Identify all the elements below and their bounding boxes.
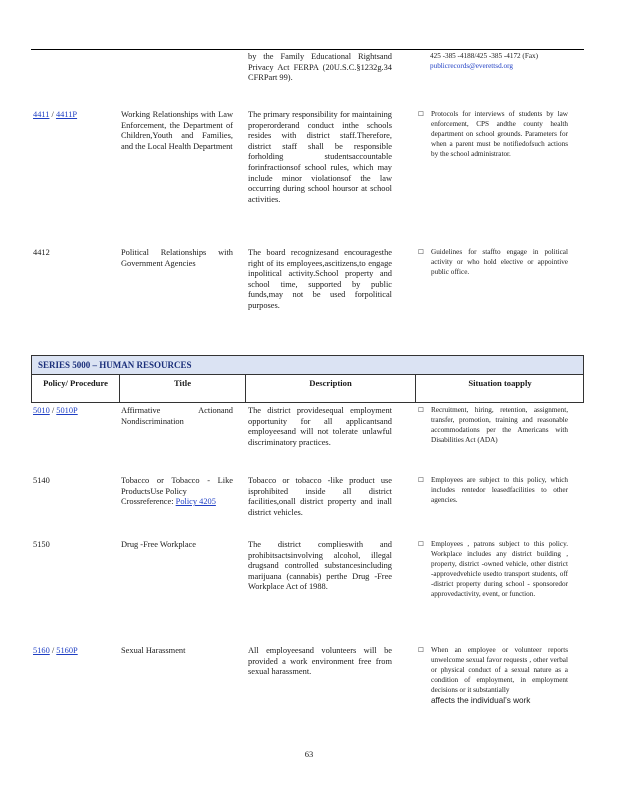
- situation-cell: [418, 248, 568, 278]
- bullet-icon: ☐: [418, 111, 424, 118]
- policy-link[interactable]: 5160: [33, 646, 50, 655]
- title-text: Tobacco or Tobacco - Like ProductsUse Policy: [121, 476, 233, 496]
- cross-reference-link[interactable]: Policy 4205: [175, 497, 216, 507]
- column-header-situation: Situation toapply: [468, 378, 532, 388]
- situation-cell: [418, 406, 568, 446]
- situation-text: Protocols for interviews of students by law enforcement, CPS andthe county health department on school grounds. Parameters for when a parent must be notifiedofsuch actions by the school administrator.: [431, 110, 568, 158]
- policy-procedure-cell: [33, 476, 117, 487]
- page-number: 63: [304, 749, 314, 759]
- policy-procedure-cell: 5010 / 5010P: [33, 406, 78, 415]
- top-rule: [31, 49, 584, 50]
- situation-text: When an employee or volunteer reports unwelcome sexual favor requests , other verbal or physical conduct of a sexual nature as a condition of employment, in employment decisions or it substantially: [431, 646, 568, 694]
- policy-procedure-cell: [33, 248, 117, 259]
- policy-procedure-cell: 5160 / 5160P: [33, 646, 78, 655]
- description-cell: The district providesequal employment opportunity for all applicantsand employeesand will not tolerate unlawful discriminatory practices.: [248, 406, 392, 447]
- procedure-link[interactable]: 5010P: [56, 406, 78, 415]
- policy-link[interactable]: 4411: [33, 110, 50, 119]
- policy-number: 4412: [33, 248, 50, 257]
- situation-last-line: affects the individual’s work: [431, 695, 531, 705]
- bullet-icon: ☐: [418, 477, 424, 484]
- email-link[interactable]: publicrecords@everettsd.org: [430, 61, 513, 70]
- situation-text: Employees , patrons subject to this policy. Workplace includes any district building , property, district -owned vehicle, other district -approvedvehicle usedto transport students, off -district property during school - sponsoredor approvedactivity, event, or function.: [431, 540, 568, 598]
- column-header-policy: Policy/ Procedure: [43, 378, 108, 388]
- procedure-link[interactable]: 4411P: [55, 110, 78, 119]
- contact-phone: 425 -385 -4188/425 -385 -4172 (Fax): [430, 52, 538, 60]
- title-cell: Working Relationships with Law Enforcement, the Department of Children,Youth and Families, and the Local Health Department: [121, 110, 233, 151]
- contact-fragment: [418, 52, 568, 72]
- situation-cell: [418, 110, 568, 160]
- situation-cell: [418, 540, 568, 599]
- situation-text: Recruitment, hiring, retention, assignment, transfer, promotion, training and reasonable accommodations per the Americans with Disabilities Act (ADA): [431, 406, 568, 444]
- description-cell: The district complieswith and prohibitsactsinvolving alcohol, illegal drugsand controlled substancesincluding marijuana (cannabis) perthe Drug -Free Workplace Act of 1988.: [248, 540, 392, 592]
- policy-procedure-cell: [33, 540, 117, 551]
- title-cell: Political Relationships with Government Agencies: [121, 248, 233, 268]
- policy-number: 5140: [33, 476, 50, 485]
- description-fragment: by the Family Educational Rightsand Privacy Act FERPA (20U.S.C.§1232g.34 CFRPart 99).: [248, 52, 392, 83]
- title-cell: Drug -Free Workplace: [121, 540, 196, 549]
- situation-text: Employees are subject to this policy, which includes rentedor leasedfacilities to other agencies.: [431, 476, 568, 504]
- policy-number: 5150: [33, 540, 50, 549]
- bullet-icon: ☐: [418, 541, 424, 548]
- description-cell: Tobacco or tobacco -like product use isprohibited inside all district facilities,onall district property and inall district vehicles.: [248, 476, 392, 517]
- bullet-icon: ☐: [418, 407, 424, 414]
- column-header-row: [31, 375, 584, 403]
- description-cell: All employeesand volunteers will be provided a work environment free from sexual harassment.: [248, 646, 392, 677]
- series-header-bar: [31, 355, 584, 375]
- title-cell: Sexual Harassment: [121, 646, 186, 655]
- cross-reference-label: Crossreference:: [121, 497, 174, 507]
- title-cell: [121, 476, 233, 508]
- series-title: SERIES 5000 – HUMAN RESOURCES: [38, 360, 192, 370]
- bullet-icon: ☐: [418, 249, 424, 256]
- policy-link[interactable]: 5010: [33, 406, 50, 415]
- policy-procedure-cell: 4411 / 4411P: [33, 110, 78, 119]
- situation-text: Guidelines for staffto engage in political activity or who hold elective or appointive public office.: [431, 248, 568, 276]
- procedure-link[interactable]: 5160P: [56, 646, 78, 655]
- description-cell: The primary responsibility for maintaining properorderand conduct inthe schools resides with district staff.Therefore, district staff shall be responsible forholding studentsaccountable forinfractionsof school rules, which may include minor violationsof the law occurring during school hoursor at school activities.: [248, 110, 392, 204]
- situation-cell: [418, 476, 568, 506]
- description-cell: The board recognizesand encouragesthe right of its employees,ascitizens,to engage inpolitical activity.School property and school time, supported by public funds,may not be used forpolitical purposes.: [248, 248, 392, 310]
- column-header-description: Description: [309, 378, 352, 388]
- bullet-icon: ☐: [418, 647, 424, 654]
- title-cell: Affirmative Actionand Nondiscrimination: [121, 406, 233, 426]
- situation-cell: [418, 646, 568, 705]
- column-header-title: Title: [173, 378, 192, 388]
